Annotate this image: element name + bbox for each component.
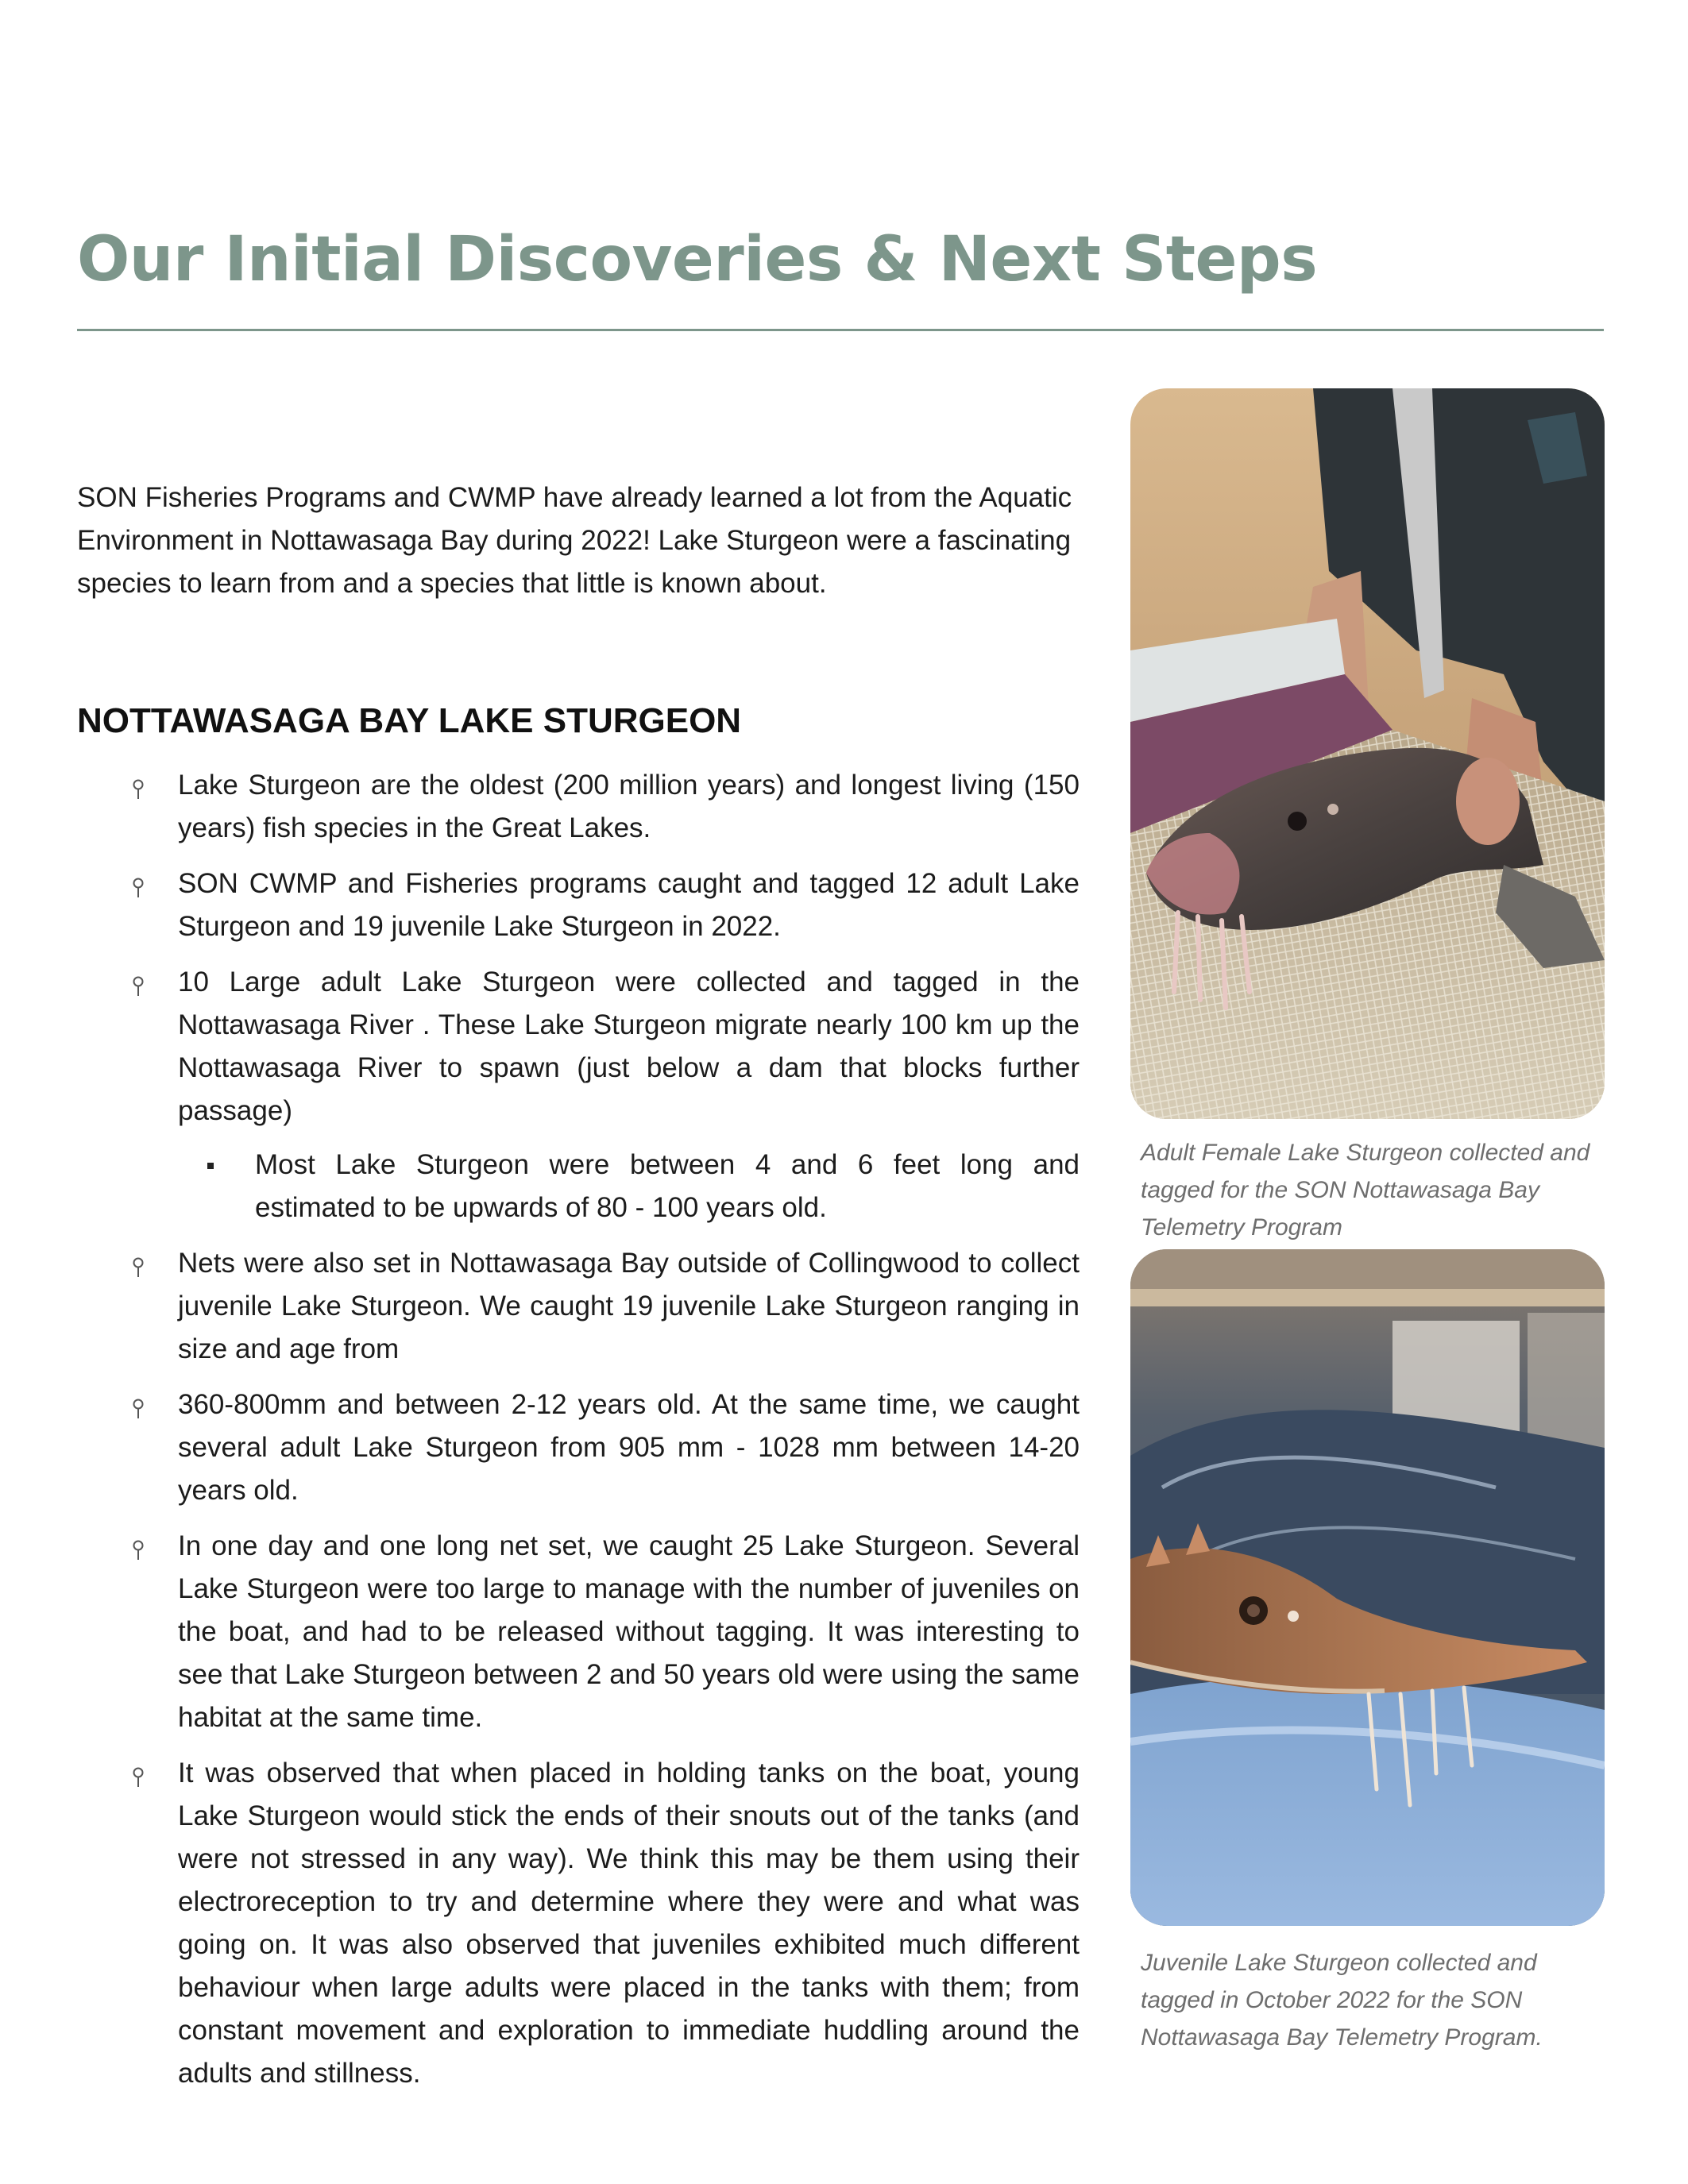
sub-bullet-text: Most Lake Sturgeon were between 4 and 6 feet long and estimated to be upwards of 80 - 100 years old. (255, 1149, 1080, 1223)
list-item (178, 862, 1080, 948)
pin-icon (132, 1540, 145, 1561)
pin-icon (132, 1767, 145, 1788)
bullet-text: 10 Large adult Lake Sturgeon were collected and tagged in the Nottawasaga River . These Lake Sturgeon migrate nearly 100 km up the Nottawasaga River to spawn (just below a dam that blocks further passage) (178, 967, 1080, 1126)
sub-list-item (255, 1144, 1080, 1229)
square-bullet-icon (207, 1163, 214, 1169)
list-item (178, 961, 1080, 1229)
bullet-text: Nets were also set in Nottawasaga Bay outside of Collingwood to collect juvenile Lake Sturgeon. We caught 19 juvenile Lake Sturgeon ranging in size and age from (178, 1248, 1080, 1364)
title-divider (77, 329, 1604, 331)
bullet-text: SON CWMP and Fisheries programs caught and tagged 12 adult Lake Sturgeon and 19 juvenile Lake Sturgeon in 2022. (178, 868, 1080, 942)
pin-icon (132, 779, 145, 800)
list-item (178, 1752, 1080, 2095)
section-heading: NOTTAWASAGA BAY LAKE STURGEON (77, 701, 742, 740)
main-column (77, 477, 1080, 2108)
list-item (178, 1383, 1080, 1512)
pin-icon (132, 878, 145, 898)
bullet-text: It was observed that when placed in holding tanks on the boat, young Lake Sturgeon would stick the ends of their snouts out of the tanks (and were not stressed in any way). We think this may be them using their electroreception to try and determine where they were and what was going on. It was also observed that juveniles exhibited much different behaviour when large adults were placed in the tanks with them; from constant movement and exploration to immediate huddling around the adults and stillness. (178, 1758, 1080, 2089)
pin-icon (132, 1399, 145, 1419)
bullet-text: In one day and one long net set, we caught 25 Lake Sturgeon. Several Lake Sturgeon were too large to manage with the number of juveniles on the boat, and had to be released without tagging. It was interesting to see that Lake Sturgeon between 2 and 50 years old were using the same habitat at the same time. (178, 1530, 1080, 1733)
juvenile-sturgeon-photo (1130, 1249, 1605, 1926)
bullet-text: 360-800mm and between 2-12 years old. At the same time, we caught several adult Lake Sturgeon from 905 mm - 1028 mm between 14-20 years old. (178, 1389, 1080, 1506)
photo-caption: Juvenile Lake Sturgeon collected and tagged in October 2022 for the SON Nottawasaga Bay Telemetry Program. (1141, 1950, 1543, 2051)
bullet-text: Lake Sturgeon are the oldest (200 million years) and longest living (150 years) fish species in the Great Lakes. (178, 770, 1080, 843)
bullet-list (77, 764, 1080, 2095)
list-item (178, 1525, 1080, 1739)
list-item (178, 1242, 1080, 1371)
sub-bullet-list (178, 1144, 1080, 1229)
pin-icon (132, 1257, 145, 1278)
intro-paragraph: SON Fisheries Programs and CWMP have already learned a lot from the Aquatic Environment in Nottawasaga Bay during 2022! Lake Sturgeon were a fascinating species to learn from and a species that little is known about. (77, 482, 1072, 599)
page-title: Our Initial Discoveries & Next Steps (77, 224, 1318, 295)
list-item (178, 764, 1080, 850)
pin-icon (132, 976, 145, 997)
photo-caption: Adult Female Lake Sturgeon collected and tagged for the SON Nottawasaga Bay Telemetry Program (1141, 1140, 1590, 1241)
adult-sturgeon-photo (1130, 388, 1605, 1119)
